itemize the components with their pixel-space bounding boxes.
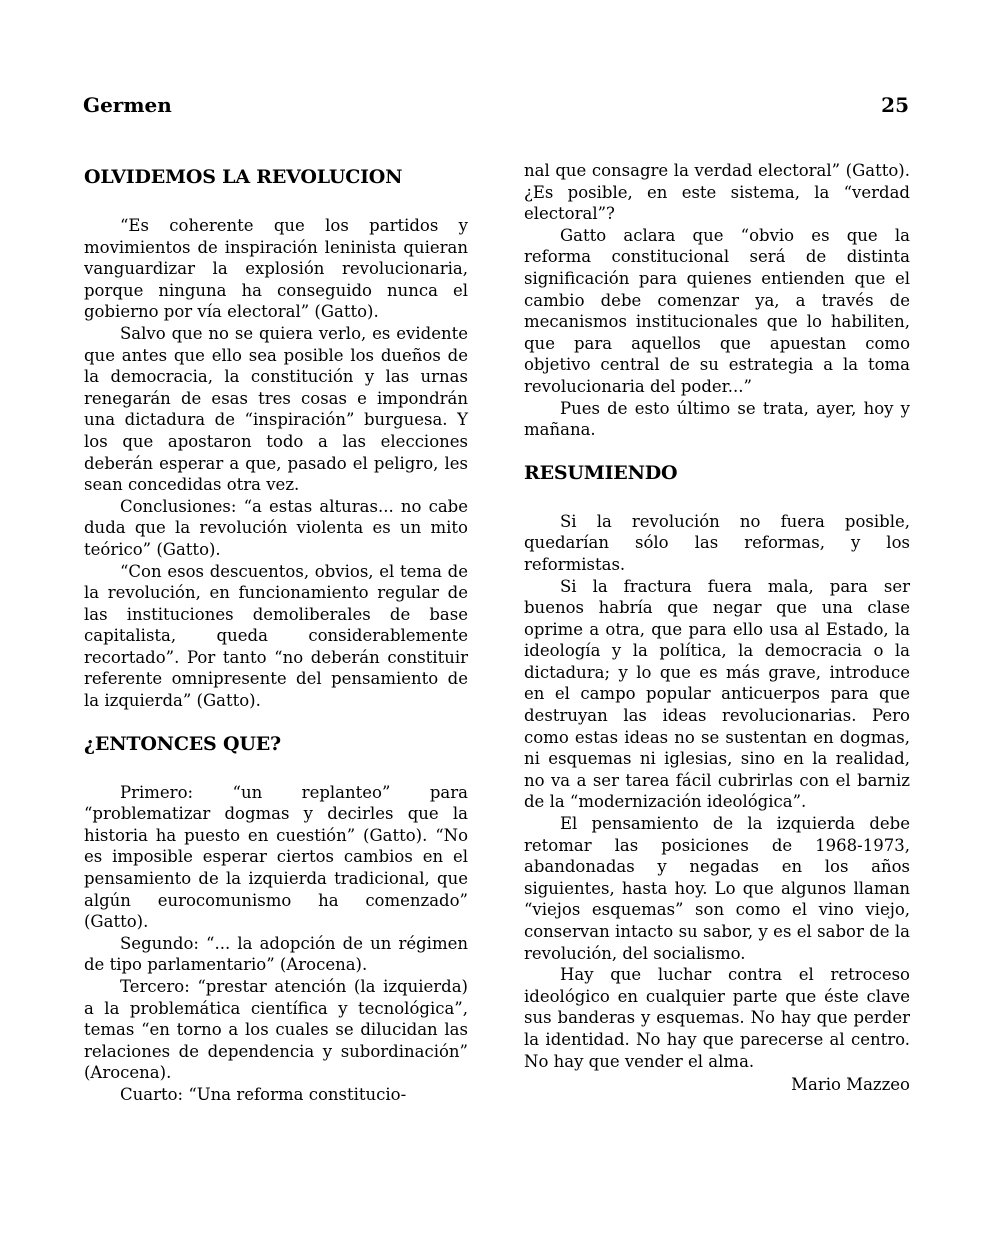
section-heading-resumiendo: RESUMIENDO bbox=[524, 461, 678, 484]
page-number: 25 bbox=[881, 93, 909, 117]
paragraph: Hay que luchar contra el retroceso ideológico en cualquier parte que éste clave sus banderas y esquemas. No hay que perder la identidad. No hay que parecerse al centro. No hay que vender el alma. bbox=[524, 965, 910, 1071]
paragraph: Conclusiones: “a estas alturas... no cabe duda que la revolución violenta es un mito teórico” (Gatto). bbox=[84, 496, 468, 559]
right-column bbox=[524, 160, 910, 1096]
journal-title: Germen bbox=[83, 93, 172, 117]
paragraph: Si la revolución no fuera posible, quedarían sólo las reformas, y los reformistas. bbox=[524, 511, 910, 574]
paragraph: “Con esos descuentos, obvios, el tema de la revolución, en funcionamiento regular de las instituciones demoliberales de base capitalista, queda considerablemente recortado”. Por tanto “no deberán constituir referente omnipresente del pensamiento de la izquierda” (Gatto). bbox=[84, 561, 468, 711]
paragraph: Gatto aclara que “obvio es que la reforma constitucional será de distinta significación para quienes entienden que el cambio debe comenzar ya, a través de mecanismos institucionales que lo habiliten, que para aquellos que apuestan como objetivo central de su estrategia a la toma revolucionaria del poder...” bbox=[524, 225, 910, 396]
paragraph: “Es coherente que los partidos y movimientos de inspiración leninista quieran vanguardizar la explosión revolucionaria, porque ninguna ha conseguido nunca el gobierno por vía electoral” (Gatto). bbox=[84, 216, 468, 322]
paragraph: Si la fractura fuera mala, para ser buenos habría que negar que una clase oprime a otra, que para ello usa al Estado, la ideología y la política, la democracia o la dictadura; y lo que es más grave, introduce en el campo popular anticuerpos para que destruyan las ideas revolucionarias. Pero como estas ideas no se sustentan en dogmas, ni esquemas ni iglesias, sino en la realidad, no va a ser tarea fácil cubrirlas con el barniz de la “modernización ideológica”. bbox=[524, 576, 910, 812]
paragraph: Cuarto: “Una reforma constitucio- bbox=[120, 1084, 407, 1104]
author-signature: Mario Mazzeo bbox=[791, 1075, 910, 1095]
paragraph: Salvo que no se quiera verlo, es evidente que antes que ello sea posible los dueños de la democracia, la constitución y las urnas renegarán de esas tres cosas e impondrán una dictadura de “inspiración” burguesa. Y los que apostaron todo a las elecciones deberán esperar a que, pasado el peligro, les sean concedidas otra vez. bbox=[84, 323, 468, 495]
paragraph: Pues de esto último se trata, ayer, hoy y mañana. bbox=[524, 398, 910, 440]
paragraph: Tercero: “prestar atención (la izquierda) a la problemática científica y tecnológica”, temas “en torno a los cuales se dilucidan las relaciones de dependencia y subordinación” (Arocena). bbox=[84, 977, 468, 1083]
paragraph: Segundo: “... la adopción de un régimen de tipo parlamentario” (Arocena). bbox=[84, 933, 468, 975]
paragraph: nal que consagre la verdad electoral” (Gatto). ¿Es posible, en este sistema, la “verdad electoral”? bbox=[524, 161, 910, 224]
section-heading-olvidemos: OLVIDEMOS LA REVOLUCION bbox=[84, 166, 403, 188]
paragraph: Primero: “un replanteo” para “problematizar dogmas y decirles que la historia ha puesto en cuestión” (Gatto). “No es imposible esperar ciertos cambios en el pensamiento de la izquierda tradicional, que algún eurocomunismo ha comenzado” (Gatto). bbox=[84, 782, 468, 932]
section-heading-entonces: ¿ENTONCES QUE? bbox=[84, 732, 281, 755]
left-column bbox=[84, 160, 468, 1106]
paragraph: El pensamiento de la izquierda debe retomar las posiciones de 1968-1973, abandonadas y negadas en los años siguientes, hasta hoy. Lo que algunos llaman “viejos esquemas” son como el vino viejo, conservan intacto su sabor, y es el sabor de la revolución, del socialismo. bbox=[524, 814, 910, 963]
running-header bbox=[83, 93, 909, 121]
